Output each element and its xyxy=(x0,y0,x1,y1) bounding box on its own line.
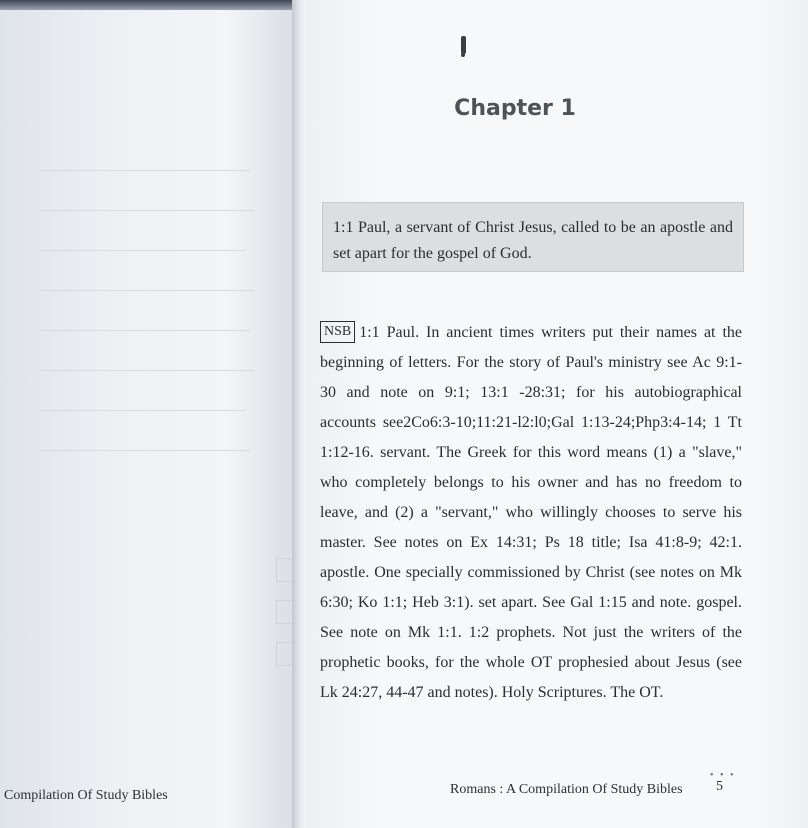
commentary-text: 1:1 Paul. In ancient times writers put their names at the beginning of letters. For the story of Paul's ministry see Ac 9:1-30 and note on 9:1; 13:1 -28:31; for his autobiographical accounts see2Co6:3-10;11:21-l2:l0;Gal 1:13-24;Php3:4-14; 1 Tt 1:12-16. servant. The Greek for this word means (1) a "slave," who completely belongs to his owner and has no freedom to leave, and (2) a "servant," who willingly chooses to serve his master. See notes on Ex 14:31; Ps 18 title; Isa 41:8-9; 42:1. apostle. One specially commissioned by Christ (see notes on Mk 6:30; Ko 1:1; Heb 3:1). set apart. See Gal 1:15 and note. gospel. See note on Mk 1:1. 1:2 prophets. Not just the writers of the prophetic books, for the whole OT prophesied about Jesus (see Lk 24:27, 44-47 and notes). Holy Scriptures. The OT. xyxy=(320,324,742,701)
left-page-footer: Compilation Of Study Bibles xyxy=(4,788,168,803)
bleed-through-line xyxy=(40,450,250,451)
bleed-through-line xyxy=(40,250,245,251)
left-page xyxy=(0,0,300,828)
bleed-through-line xyxy=(40,370,255,371)
commentary-paragraph xyxy=(320,318,742,708)
book-gutter xyxy=(292,0,306,828)
page-number: 5 xyxy=(716,779,723,794)
bleed-through-line xyxy=(40,410,245,411)
commentary xyxy=(320,318,742,708)
bleed-through-line xyxy=(40,330,250,331)
bleed-through-line xyxy=(40,170,250,171)
bleed-through-line xyxy=(40,290,255,291)
verse-box xyxy=(322,202,744,272)
ink-mark xyxy=(461,53,465,57)
source-tag: NSB xyxy=(320,321,355,343)
verse-text: 1:1 Paul, a servant of Christ Jesus, called to be an apostle and set apart for the gospel of God. xyxy=(333,219,733,262)
ornament-dots: • • • xyxy=(710,770,736,781)
bleed-through-line xyxy=(40,210,255,211)
ink-mark xyxy=(461,36,466,54)
right-page-footer: Romans : A Compilation Of Study Bibles xyxy=(450,782,683,797)
page-edge xyxy=(0,0,300,10)
chapter-title: Chapter 1 xyxy=(454,96,576,121)
